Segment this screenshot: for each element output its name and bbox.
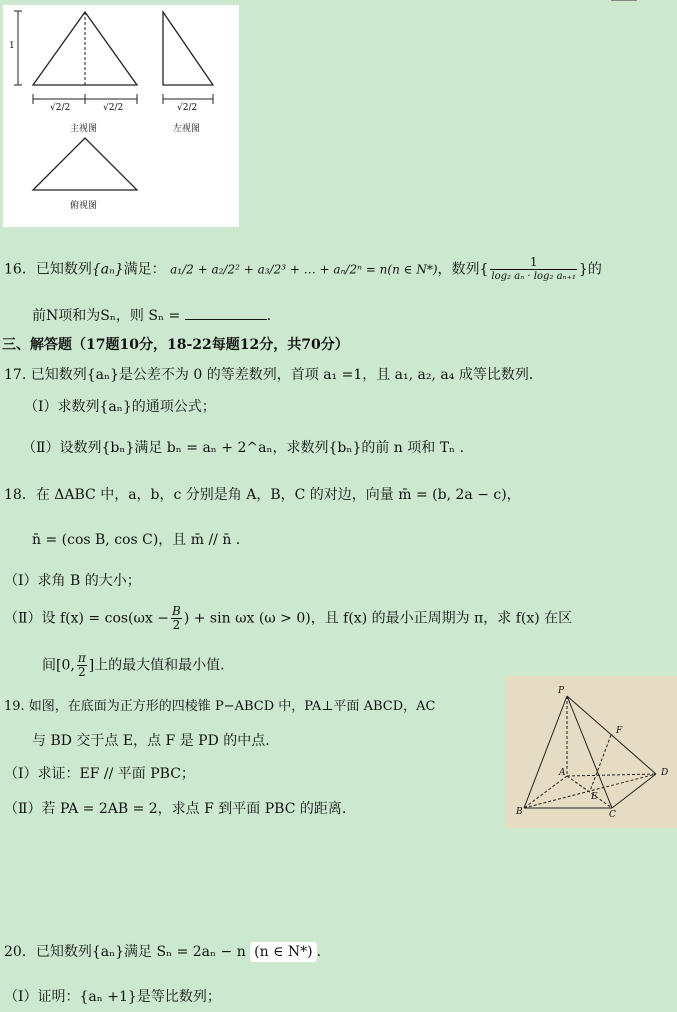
q18-frac-den: 2 [172, 618, 181, 632]
q20-part1: （Ⅰ）证明：{aₙ +1}是等比数列； [4, 989, 221, 1005]
three-view-figure [3, 5, 239, 227]
top-view-label: 俯视图 [70, 201, 98, 211]
q18-pi-num: π [77, 651, 86, 665]
q16-frac-num: 1 [490, 256, 576, 270]
q18-fraction-b [171, 605, 182, 632]
q16-fraction [490, 256, 576, 283]
q16-line2 [32, 307, 271, 325]
q18-p2-b: ) + sin ωx (ω > 0)，且 f(x) 的最小正周期为 π，求 f(x) 在区 [183, 610, 573, 627]
q16-line2-end: . [266, 308, 272, 324]
q16-cond: (n ∈ N*) [387, 262, 438, 277]
q18-p3-a: 间[0, [42, 657, 75, 674]
q19-part1: （Ⅰ）求证：EF // 平面 PBC； [4, 766, 195, 782]
front-dim-right: √2/2 [103, 103, 124, 113]
pyramid-figure [506, 676, 677, 828]
q19-part2: （Ⅱ）若 PA = 2AB = 2，求点 F 到平面 PBC 的距离. [4, 801, 347, 817]
front-dim-left: √2/2 [50, 103, 71, 113]
q16-mid: ，数列 [437, 261, 480, 278]
pt-D: D [661, 768, 669, 778]
q18-part2-cont [42, 652, 225, 679]
left-view-label: 左视图 [173, 124, 201, 134]
q19-stem: 19. 如图，在底面为正方形的四棱锥 P−ABCD 中，PA⊥平面 ABCD，AC [4, 699, 436, 714]
q17-stem: 17. 已知数列{aₙ}是公差不为 0 的等差数列，首项 a₁ =1，且 a₁, a₂, a₄ 成等比数列． [4, 367, 543, 383]
q20-stem-text: 20．已知数列{aₙ}满足 Sₙ = 2aₙ − n [4, 944, 246, 960]
q19-stem2: 与 BD 交于点 E，点 F 是 PD 的中点. [32, 733, 270, 749]
pt-C: C [609, 810, 616, 820]
corner-mark [611, 0, 637, 1]
pt-F: F [616, 726, 623, 736]
pt-E: E [591, 792, 598, 802]
q18-part2 [4, 605, 572, 632]
q18-p3-b: ]上的最大值和最小值. [88, 657, 225, 674]
pt-B: B [516, 807, 523, 817]
q18-stem2: n̄ = (cos B, cos C)，且 m̄ // n̄ . [32, 532, 241, 548]
q16-line2-text: 前N项和为Sₙ，则 Sₙ = [32, 308, 181, 324]
q17-part2: （Ⅱ）设数列{bₙ}满足 bₙ = aₙ + 2^aₙ，求数列{bₙ}的前 n 项和 Tₙ . [22, 440, 465, 456]
q17-part1: （Ⅰ）求数列{aₙ}的通项公式； [24, 399, 216, 415]
three-view-drawing [3, 5, 239, 227]
q20-stem [4, 943, 321, 961]
q18-part1: （Ⅰ）求角 B 的大小； [4, 573, 141, 589]
q16-line1: 16．已知数列{aₙ}满足： a₁/2 + a₂/2² + a₃/2³ + … + aₙ/2ⁿ = n(n ∈ N*)，数列{ $\frac{1}{\text{log₂ aₙ · log₂ aₙ₊₁}}$ }的 [4, 255, 602, 282]
q16-suffix: 的 [587, 261, 602, 278]
pt-P: P [558, 686, 565, 696]
pyramid-drawing [506, 676, 677, 828]
q20-stem-end: . [316, 944, 322, 960]
q18-fraction-pi [77, 652, 87, 679]
q16-sum-expr: a₁/2 + a₂/2² + a₃/2³ + … + aₙ/2ⁿ = n [170, 262, 388, 277]
q16-frac-den: log₂ aₙ · log₂ aₙ₊₁ [491, 271, 576, 282]
height-label: 1 [9, 41, 15, 51]
front-view-label: 主视图 [70, 124, 98, 134]
q18-p2-a: （Ⅱ）设 f(x) = cos(ωx − [4, 610, 170, 627]
q16-answer-blank[interactable] [185, 307, 267, 320]
pt-A: A [559, 768, 566, 778]
side-dim: √2/2 [177, 103, 198, 113]
q16-satisfies: 满足： [123, 261, 166, 278]
q16-seq: {aₙ} [91, 261, 124, 278]
section-3-heading: 三、解答题（17题10分，18-22每题12分，共70分） [2, 337, 349, 353]
q18-pi-den: 2 [77, 665, 86, 679]
q18-stem: 18．在 ΔABC 中，a，b，c 分别是角 A，B，C 的对边，向量 m̄ = (b, 2a − c)， [4, 487, 521, 503]
q18-frac-num: B [172, 604, 181, 618]
q16-prefix: 16．已知数列 [4, 261, 92, 278]
q20-cond-box: (n ∈ N*) [250, 942, 316, 962]
